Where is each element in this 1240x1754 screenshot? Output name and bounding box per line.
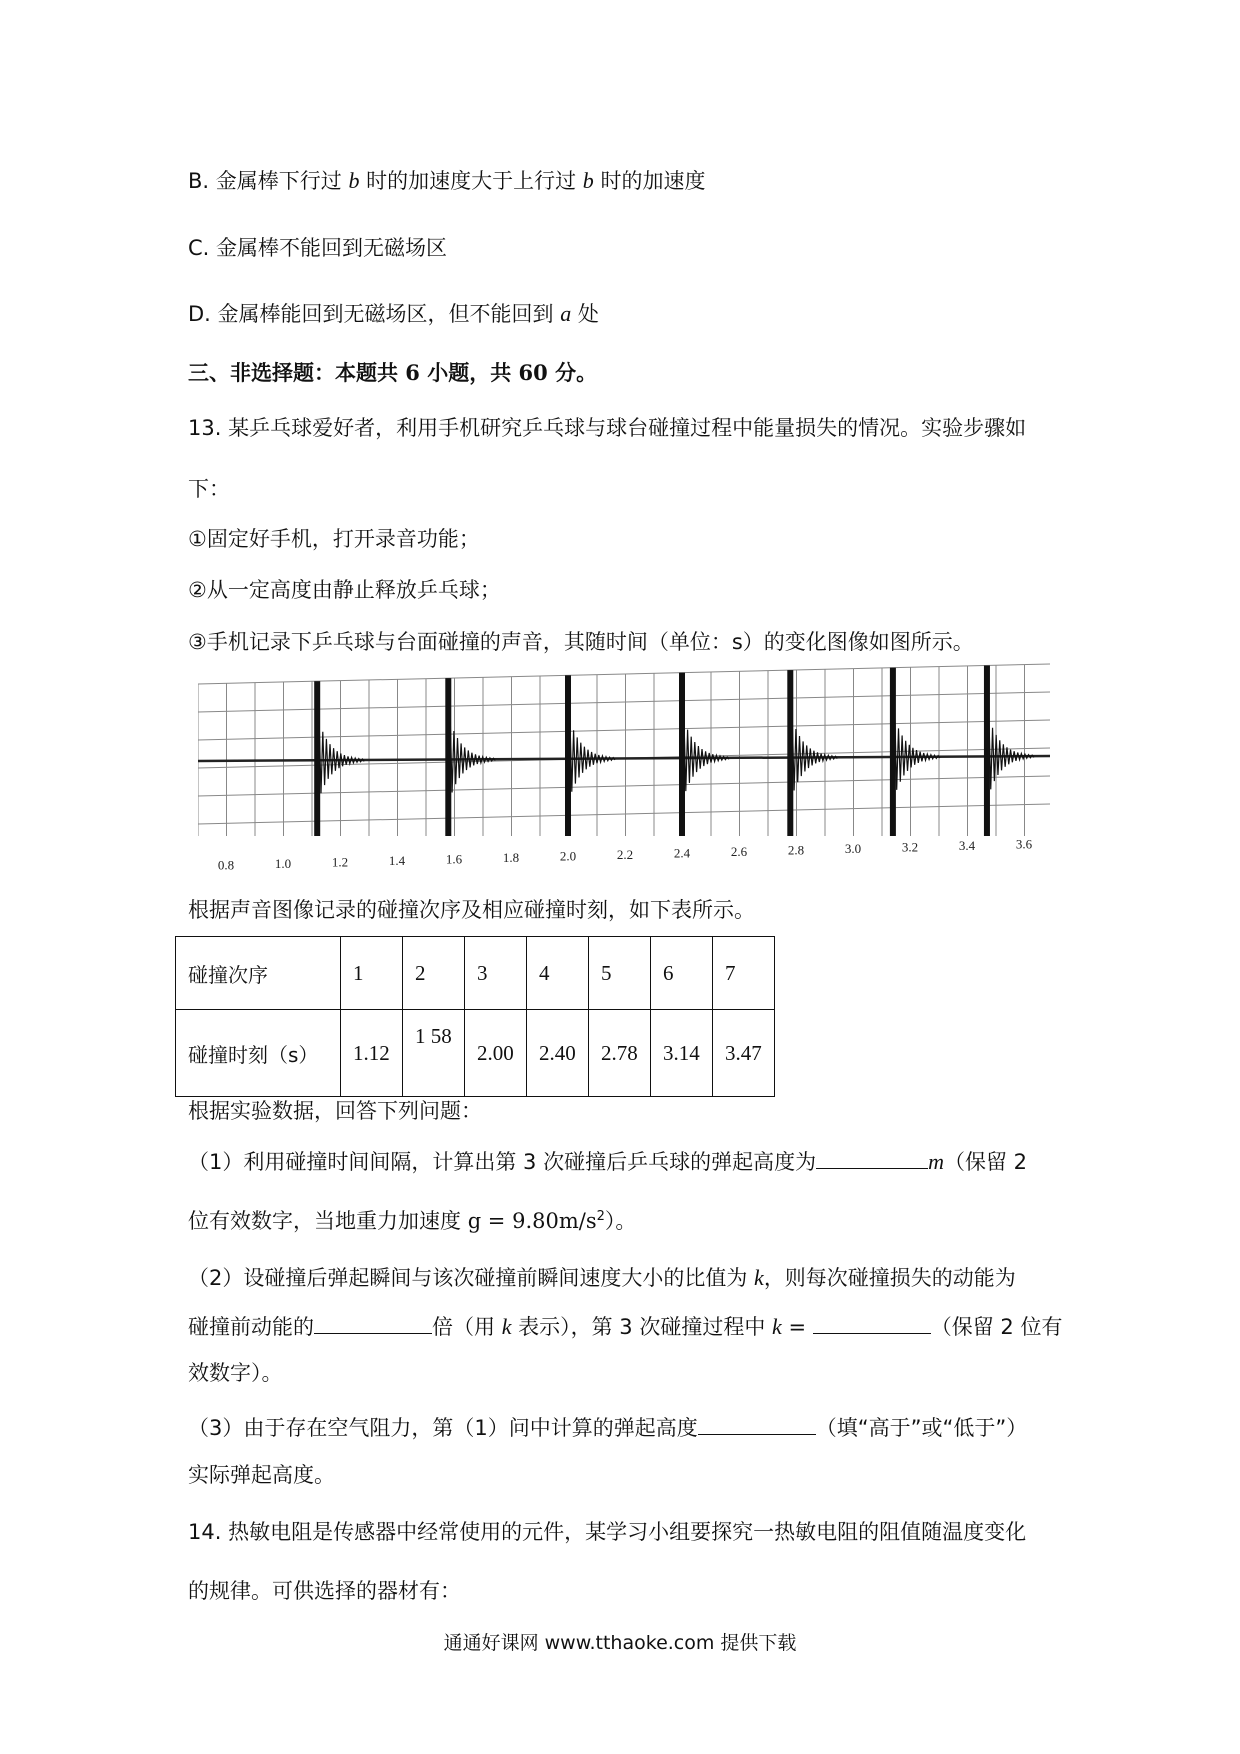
time-tick-label: 2.0 xyxy=(559,848,577,864)
time-tick-label: 3.6 xyxy=(1015,836,1033,852)
q13-answer-intro: 根据实验数据，回答下列问题： xyxy=(188,1099,482,1123)
collision-burst xyxy=(448,722,495,793)
table-cell: 2.40 xyxy=(527,1010,589,1097)
table-cell: 5 xyxy=(589,937,651,1010)
q13-part-2-text: （保留 2 位有 xyxy=(930,1315,1063,1339)
q13-part-3-text: （填“高于”或“低于”） xyxy=(815,1416,1028,1440)
table-cell: 2.00 xyxy=(465,1010,527,1097)
q13-part-2-text: ，则每次碰撞损失的动能为 xyxy=(763,1266,1016,1290)
q13-table-intro: 根据声音图像记录的碰撞次序及相应碰撞时刻，如下表所示。 xyxy=(188,898,755,922)
unit-m: m xyxy=(928,1149,944,1174)
q13-part-2-line-2 xyxy=(188,1311,1062,1342)
sound-waveform-figure xyxy=(198,656,1050,886)
grid-line xyxy=(198,804,1050,824)
var-k: k xyxy=(501,1314,512,1339)
time-tick-label: 2.2 xyxy=(616,846,634,862)
time-tick-label: 0.8 xyxy=(217,857,235,873)
q13-part-1-text: （保留 2 xyxy=(943,1150,1028,1174)
option-b-text-2: 时的加速度大于上行过 xyxy=(359,169,583,193)
answer-blank-2[interactable] xyxy=(314,1311,432,1334)
table-cell: 3.14 xyxy=(651,1010,713,1097)
q13-part-3-text: （3）由于存在空气阻力，第（1）问中计算的弹起高度 xyxy=(188,1416,698,1440)
table-cell: 3.47 xyxy=(713,1010,775,1097)
time-tick-label: 3.2 xyxy=(901,839,919,855)
time-tick-label: 1.0 xyxy=(274,855,292,871)
time-tick-label: 1.6 xyxy=(445,851,463,867)
q14-stem-1: 14. 热敏电阻是传感器中经常使用的元件，某学习小组要探究一热敏电阻的阻值随温度变化 xyxy=(188,1520,1027,1544)
collision-burst xyxy=(790,720,837,791)
q13-step-1: ①固定好手机，打开录音功能； xyxy=(188,527,480,551)
q13-part-1-text: ）。 xyxy=(604,1209,637,1233)
page-footer: 通通好课网 www.tthaoke.com 提供下载 xyxy=(443,1632,797,1654)
grid-line xyxy=(198,692,1050,712)
option-b xyxy=(188,166,705,196)
table-header-time: 碰撞时刻（s） xyxy=(176,1010,341,1097)
q13-stem-2: 下： xyxy=(188,477,230,501)
time-axis-ticks xyxy=(218,837,1033,873)
time-tick-label: 3.0 xyxy=(844,841,862,857)
q13-part-3-line-1 xyxy=(188,1412,1027,1443)
time-tick-label: 3.4 xyxy=(958,838,976,854)
var-a: a xyxy=(560,301,572,326)
grid-line xyxy=(198,720,1050,740)
time-tick-label: 2.4 xyxy=(673,845,691,861)
table-cell: 2.78 xyxy=(589,1010,651,1097)
collision-table xyxy=(175,936,775,1097)
var-k: k xyxy=(754,1265,764,1290)
table-cell: 2 xyxy=(403,937,465,1010)
q13-part-1-line-1 xyxy=(188,1146,1027,1177)
table-row xyxy=(176,937,775,1010)
time-tick-label: 2.6 xyxy=(730,844,748,860)
gravity-formula: g = 9.80m/s xyxy=(467,1209,597,1233)
table-cell: 1 xyxy=(341,937,403,1010)
var-k: k xyxy=(772,1314,782,1339)
q13-stem-1: 13. 某乒乓球爱好者，利用手机研究乒乓球与球台碰撞过程中能量损失的情况。实验步骤如 xyxy=(188,416,1027,440)
q13-part-2-text: 倍（用 xyxy=(432,1315,502,1339)
q13-part-1-line-2 xyxy=(188,1202,636,1236)
q13-step-2: ②从一定高度由静止释放乒乓球； xyxy=(188,578,501,602)
answer-blank-4[interactable] xyxy=(698,1412,816,1435)
table-cell: 1.12 xyxy=(341,1010,403,1097)
q13-step-3: ③手机记录下乒乓球与台面碰撞的声音，其随时间（单位：s）的变化图像如图所示。 xyxy=(188,630,974,654)
time-tick-label: 1.4 xyxy=(388,852,406,868)
q13-part-2-text: （2）设碰撞后弹起瞬间与该次碰撞前瞬间速度大小的比值为 xyxy=(188,1266,755,1290)
var-b: b xyxy=(582,168,594,193)
option-c: C. 金属棒不能回到无磁场区 xyxy=(188,236,448,260)
q14-stem-2: 的规律。可供选择的器材有： xyxy=(188,1579,461,1603)
section-title: 三、非选择题：本题共 6 小题，共 60 分。 xyxy=(188,360,598,385)
answer-blank-3[interactable] xyxy=(813,1311,931,1334)
table-cell: 7 xyxy=(713,937,775,1010)
option-d xyxy=(188,299,599,329)
table-cell: 1 58 xyxy=(403,1010,465,1097)
q13-part-2-text: 碰撞前动能的 xyxy=(188,1315,314,1339)
gravity-exponent: 2 xyxy=(596,1209,605,1224)
var-b: b xyxy=(348,168,360,193)
q13-part-2-line-1 xyxy=(188,1263,1016,1293)
table-cell: 3 xyxy=(465,937,527,1010)
time-tick-label: 1.2 xyxy=(331,854,349,870)
option-d-text-2: 处 xyxy=(571,302,599,326)
table-row xyxy=(176,1010,775,1097)
table-cell: 4 xyxy=(527,937,589,1010)
collision-burst xyxy=(987,718,1034,789)
q13-part-1-text: （1）利用碰撞时间间隔，计算出第 3 次碰撞后乒乓球的弹起高度为 xyxy=(188,1150,817,1174)
q13-part-2-text: = xyxy=(781,1315,813,1339)
table-header-order: 碰撞次序 xyxy=(176,937,341,1010)
q13-part-2-line-3: 效数字）。 xyxy=(188,1361,283,1385)
time-tick-label: 2.8 xyxy=(787,842,805,858)
answer-blank-1[interactable] xyxy=(816,1146,928,1169)
q13-part-3-line-2: 实际弹起高度。 xyxy=(188,1463,335,1487)
option-d-text-1: D. 金属棒能回到无磁场区，但不能回到 xyxy=(188,302,561,326)
table-cell: 6 xyxy=(651,937,713,1010)
q13-part-1-text: 位有效数字，当地重力加速度 xyxy=(188,1209,468,1233)
option-b-text-3: 时的加速度 xyxy=(593,169,706,193)
q13-part-2-text: 表示），第 3 次碰撞过程中 xyxy=(511,1315,773,1339)
option-b-text-1: B. 金属棒下行过 xyxy=(188,169,349,193)
grid-line xyxy=(198,664,1050,684)
grid-line xyxy=(198,776,1050,796)
time-tick-label: 1.8 xyxy=(502,849,520,865)
